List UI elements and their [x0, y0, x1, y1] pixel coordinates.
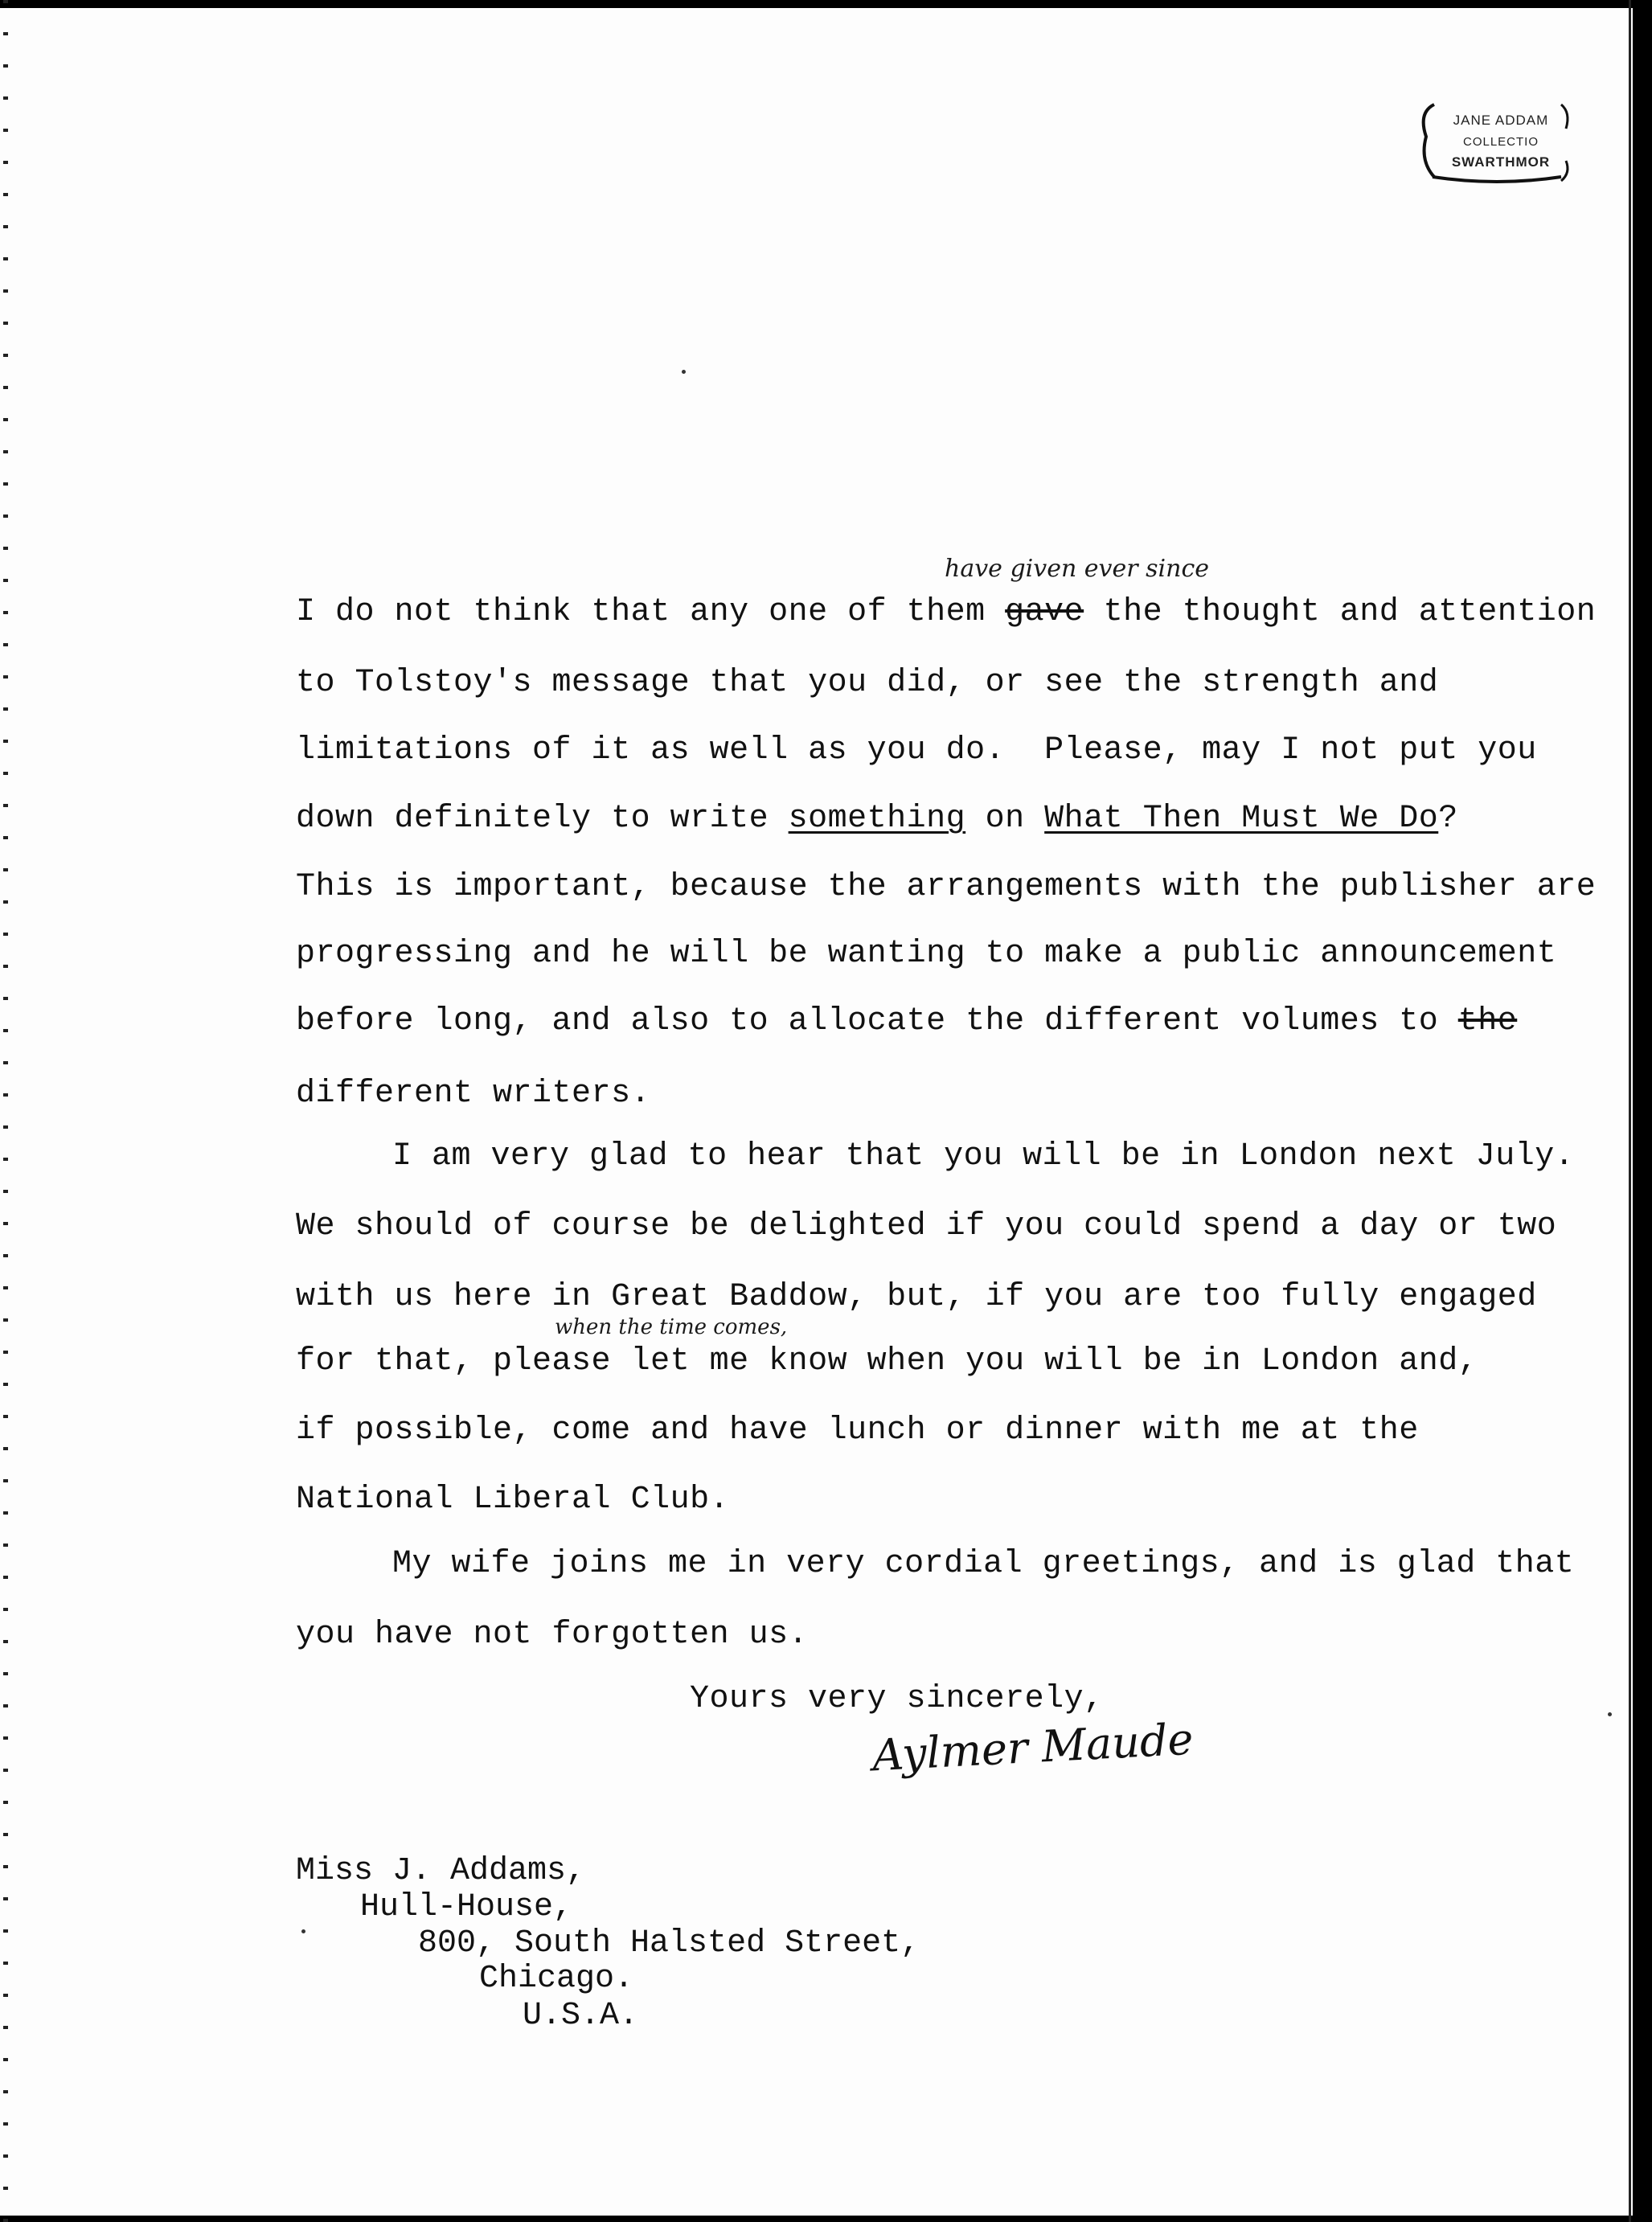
scan-edge-left	[3, 0, 8, 2222]
letter-line: you have not forgotten us.	[296, 1617, 809, 1653]
letter-line: This is important, because the arrangements with the publisher are	[296, 869, 1597, 905]
signature: Aylmer Maude	[871, 1713, 1195, 1781]
address-city: Chicago.	[479, 1961, 634, 1997]
text-segment: ?	[1438, 801, 1458, 837]
collection-stamp	[1416, 96, 1573, 189]
stamp-line-3: SWARTHMOR	[1451, 154, 1551, 170]
letter-line: My wife joins me in very cordial greetings, and is glad that	[392, 1546, 1575, 1582]
scan-edge-right-inner	[1629, 0, 1631, 2222]
scan-edge-bottom	[0, 2216, 1652, 2222]
scan-speck	[682, 370, 686, 374]
stamp-line-2: COLLECTIO	[1462, 135, 1539, 149]
address-line: Hull-House,	[360, 1889, 573, 1925]
letter-line: with us here in Great Baddow, but, if you are too fully engaged	[296, 1279, 1537, 1315]
letter-line: progressing and he will be wanting to make a public announcement	[296, 936, 1557, 972]
text-segment: down definitely to write	[296, 801, 789, 837]
letter-line: I am very glad to hear that you will be in London next July.	[392, 1138, 1575, 1175]
handwritten-insertion: have given ever since	[945, 555, 1210, 583]
letter-line: National Liberal Club.	[296, 1482, 730, 1518]
handwritten-insertion: when the time comes,	[555, 1315, 788, 1339]
stamp-line-1: JANE ADDAM	[1453, 113, 1549, 128]
text-segment: I do not think that any one of them	[296, 594, 1006, 630]
recipient-name: Miss J. Addams,	[296, 1853, 586, 1889]
address-line: 800, South Halsted Street,	[418, 1925, 920, 1962]
letter-line	[296, 800, 1458, 838]
address-country: U.S.A.	[523, 1998, 639, 2034]
letter-line: if possible, come and have lunch or dinner with me at the	[296, 1412, 1419, 1449]
scan-edge-top	[0, 0, 1652, 8]
text-segment: on	[965, 801, 1045, 837]
letter-line: limitations of it as well as you do. Please, may I not put you	[296, 732, 1537, 769]
letter-line: different writers.	[296, 1076, 651, 1112]
scan-speck	[301, 1929, 305, 1933]
scan-edge-right	[1633, 0, 1652, 2222]
struck-text: the	[1457, 1003, 1518, 1039]
struck-text: gave	[1005, 594, 1084, 630]
letter-line: for that, please let me know when you will be in London and,	[296, 1343, 1478, 1380]
closing: Yours very sincerely,	[690, 1681, 1104, 1717]
underlined-text: something	[788, 801, 966, 837]
scan-speck	[1608, 1712, 1612, 1716]
letter-line	[296, 1002, 1517, 1041]
text-segment: the thought and attention	[1084, 594, 1597, 630]
letter-line: We should of course be delighted if you could spend a day or two	[296, 1208, 1557, 1244]
book-title: What Then Must We Do	[1044, 801, 1439, 837]
text-segment: before long, and also to allocate the different volumes to	[296, 1003, 1458, 1039]
letter-line	[296, 593, 1596, 632]
letter-line: to Tolstoy's message that you did, or see the strength and	[296, 665, 1439, 701]
